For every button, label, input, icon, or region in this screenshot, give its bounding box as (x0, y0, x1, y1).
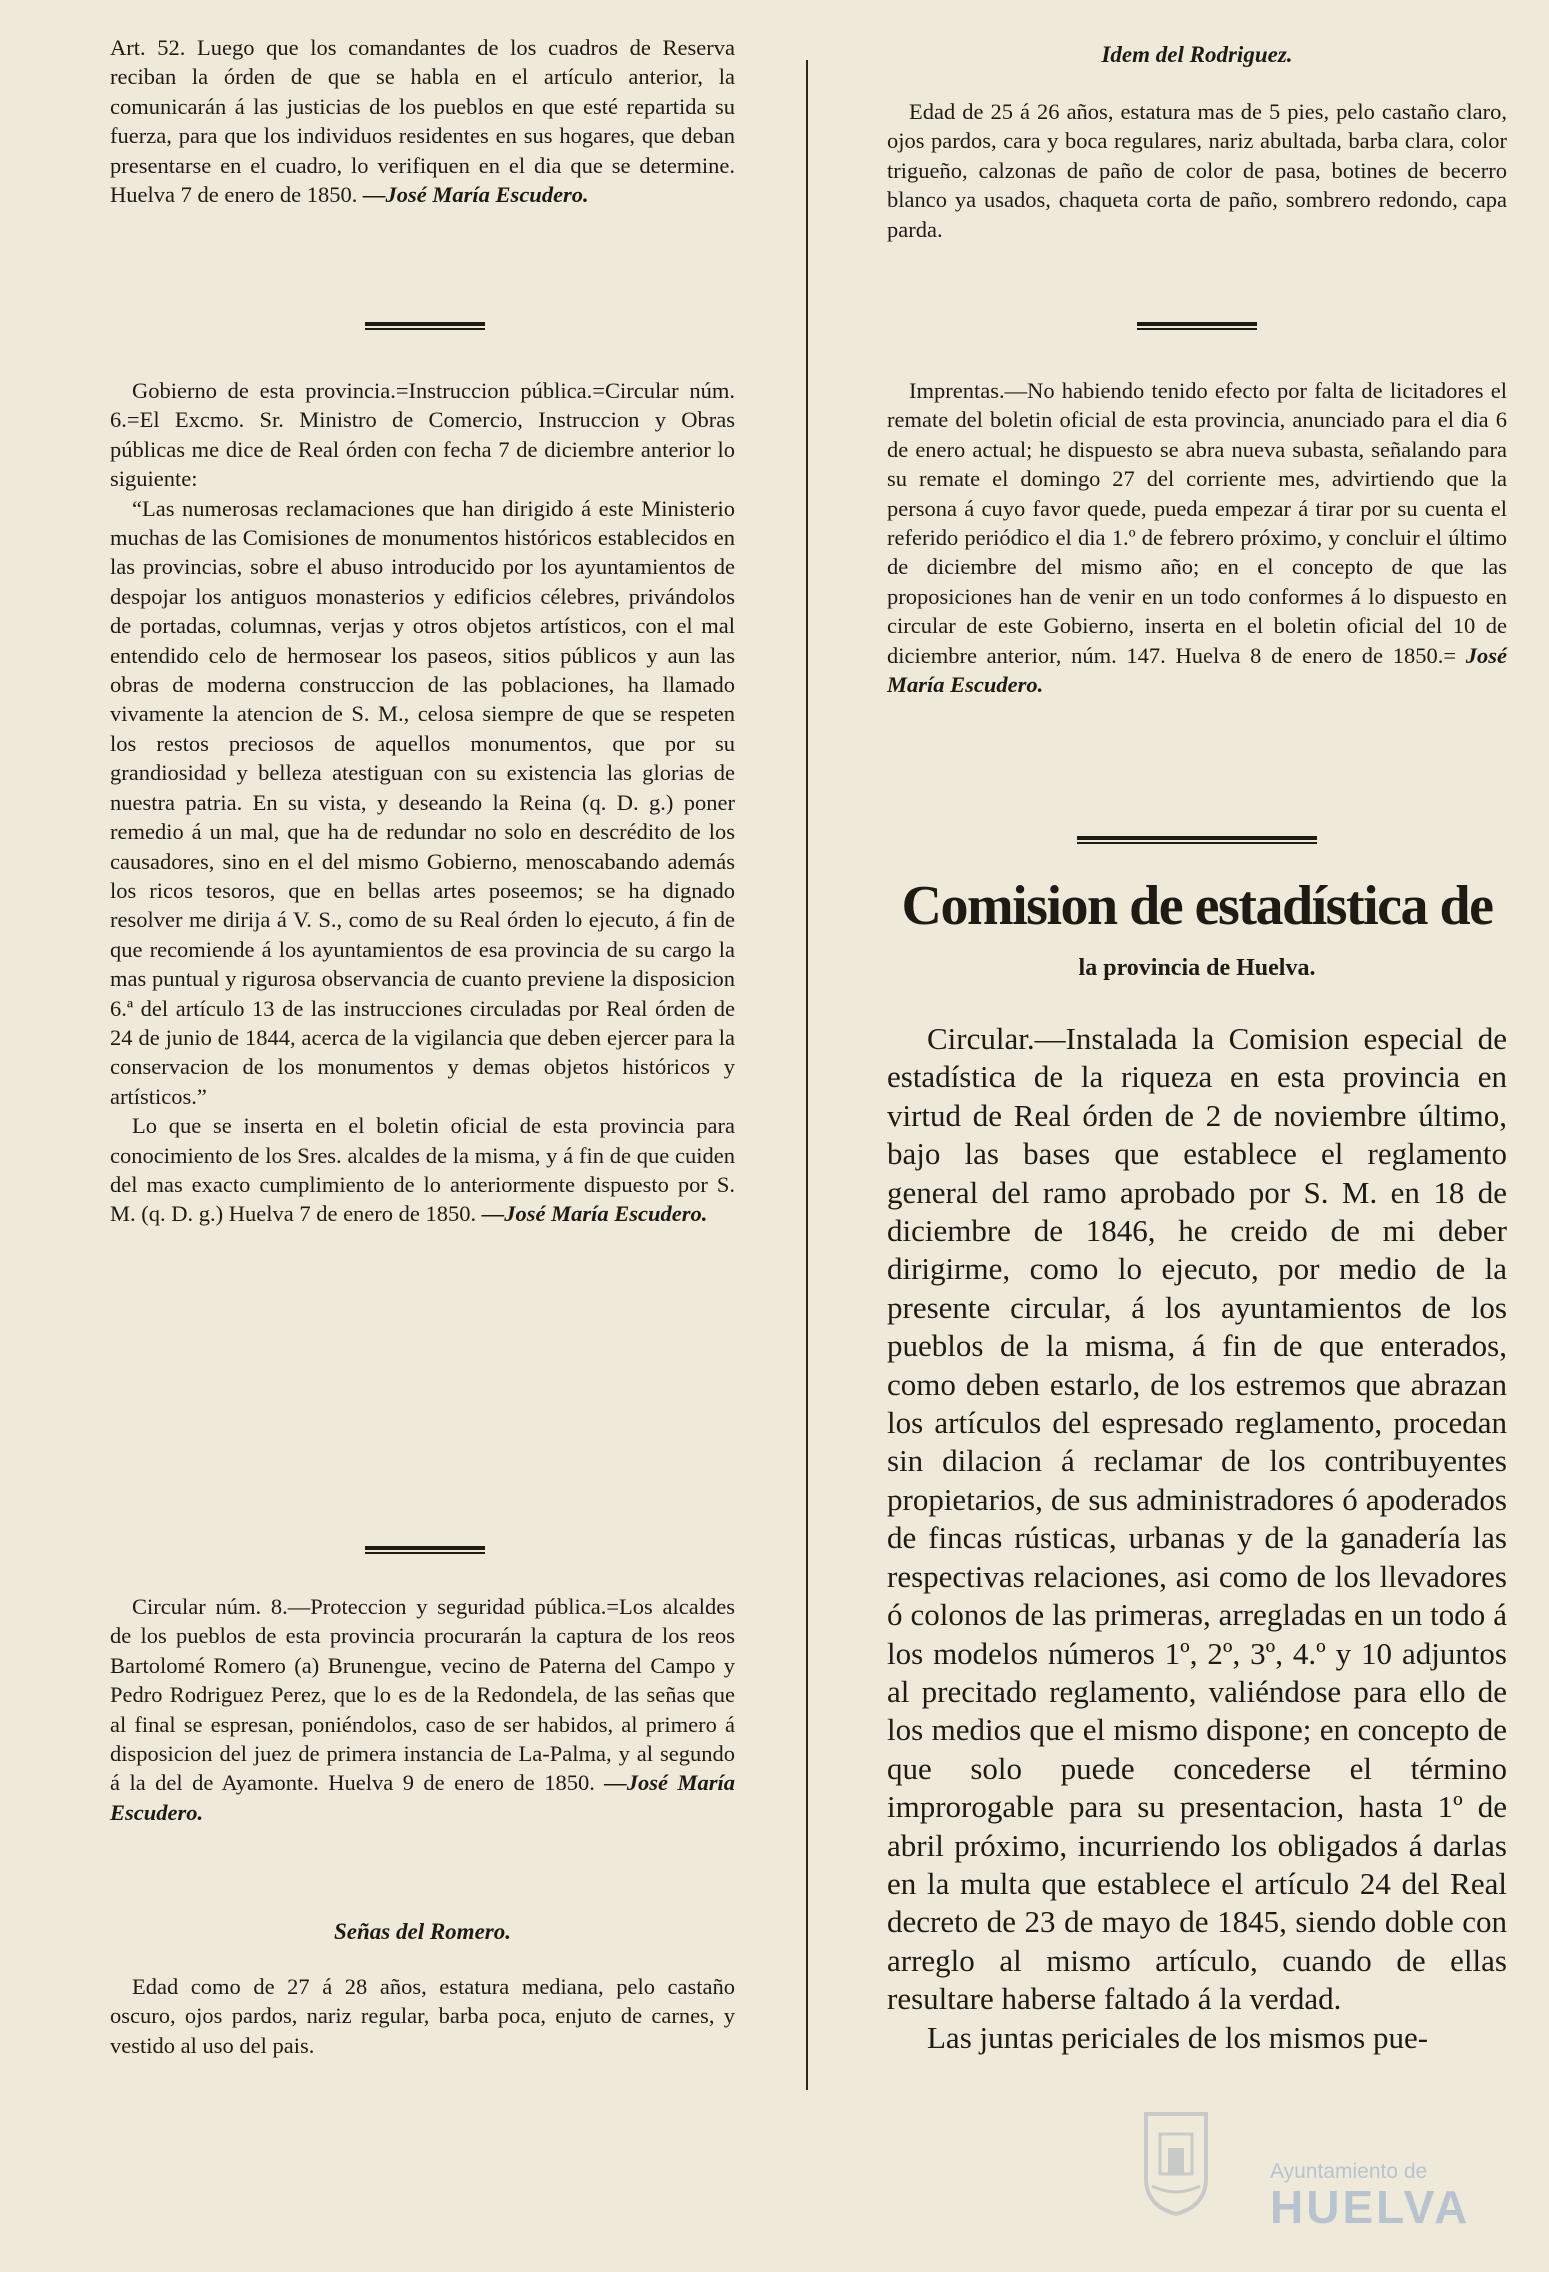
senas-rodriguez-body: Edad de 25 á 26 años, estatura mas de 5 pies, pelo castaño claro, ojos pardos, cara y boca regulares, nariz abultada, barba clara, color trigueño, calzonas de paño de color de pasa, botines de becerro blanco ya usados, chaqueta corta de paño, sombrero redondo, capa parda. (887, 99, 1507, 242)
comision-title: Comision de estadística de (901, 875, 1493, 937)
gobierno-intro: El Excmo. Sr. Ministro de Comercio, Instruccion y Obras públicas me dice de Real órden con fecha 7 de diciembre anterior lo siguiente: (110, 407, 735, 492)
watermark-line1: Ayuntamiento de (1270, 2160, 1428, 2183)
imprentas-notice (887, 376, 1507, 699)
watermark-line2: HUELVA (1270, 2181, 1471, 2233)
comision-subtitle: la provincia de Huelva. (1078, 955, 1316, 981)
comision-circular-continuation: Las juntas periciales de los mismos pue- (927, 2019, 1429, 2055)
gobierno-quote: “Las numerosas reclamaciones que han dirigido á este Ministerio muchas de las Comisiones de monumentos históricos establecidos en las provincias, sobre el abuso introducido por los ayuntamientos de despojar los antiguos monasterios y edificios célebres, privándolos de portadas, columnas, verjas y otros objetos artísticos, con el mal entendido celo de hermosear los paseos, sitios públicos y aun las obras de moderna construccion de las poblaciones, ha llamado vivamente la atencion de S. M., celosa siempre de que se respeten los restos preciosos de aquellos monumentos, que por su grandiosidad y belleza atestiguan con su existencia las glorias de nuestra patria. En su vista, y deseando la Reina (q. D. g.) poner remedio á un mal, que ha de redundar no solo en descrédito de los causadores, sino en el del mismo Gobierno, menoscabando además los ricos tesoros, que en bellas artes poseemos; se ha dignado resolver me dirija á V. S., como de su Real órden lo ejecuto, á fin de que recomiende á los ayuntamientos de esa provincia de su cargo la mas puntual y rigurosa observancia de cuanto previene la disposicion 6.ª del artículo 13 de las instrucciones circuladas por Real órden de 24 de junio de 1844, acerca de la vigilancia que deben ejercer para la conservacion de los monumentos y demas objetos históricos y artísticos.” (110, 495, 735, 1109)
gobierno-closing: Lo que se inserta en el boletin oficial de esta provincia para conocimiento de los Sres. alcaldes de la misma, y á fin de que cuiden del mas exacto cumplimiento de lo anteriormente dispuesto por S. M. (q. D. g.) Huelva 7 de enero de 1850. (110, 1113, 735, 1227)
ornament-divider (1137, 322, 1257, 331)
column-divider (806, 60, 808, 2090)
ayuntamiento-watermark (1270, 2160, 1471, 2233)
double-ornament-divider (1077, 836, 1317, 845)
senas-romero-text (110, 1972, 735, 2060)
gobierno-provincia-circular-6 (110, 376, 735, 1229)
senas-rodriguez-title: Idem del Rodriguez. (1101, 42, 1293, 67)
gobierno-heading: Gobierno de esta provincia.=Instruccion pública.=Circular núm. 6.= (110, 378, 735, 433)
imprentas-signature: José María Escudero. (887, 642, 1507, 698)
circular-8 (110, 1592, 735, 1827)
senas-rodriguez-text (887, 97, 1507, 244)
article-52 (110, 33, 735, 209)
circular-8-signature: —José María Escudero. (110, 1770, 736, 1825)
comision-circular (887, 1020, 1507, 2057)
huelva-coat-of-arms-icon (1138, 2108, 1214, 2218)
comision-circular-text: Circular.—Instalada la Comision especial de estadística de la riqueza en esta provincia en virtud de Real órden de 2 de noviembre último, bajo las bases que establece el reglamento general del ramo aprobado por S. M. en 18 de diciembre de 1846, he creido de mi deber dirigirme, como lo ejecuto, por medio de la presente circular, á los ayuntamientos de los pueblos de la misma, á fin de que enterados, como deben estarlo, de los estremos que abrazan los artículos del espresado reglamento, procedan sin dilacion á reclamar de los contribuyentes propietarios, de sus administradores ó apoderados de fincas rústicas, urbanas y de la ganadería las respectivas relaciones, asi como de los llevadores ó colonos de las primeras, arregladas en un todo á los modelos números 1º, 2º, 3º, 4.º y 10 adjuntos al precitado reglamento, valiéndose para ello de los medios que el mismo dispone; en concepto de que solo puede concederse el término improrogable para su presentacion, hasta 1º de abril próximo, incurriendo los obligados á darlas en la multa que establece el artículo 24 del Real decreto de 23 de mayo de 1845, siendo doble con arreglo al mismo artículo, cuando de ellas resultare haberse faltado á la verdad. (887, 1021, 1507, 2017)
article-52-text: Art. 52. Luego que los comandantes de los cuadros de Reserva reciban la órden de que se habla en el artículo anterior, la comunicarán á las justicias de los pueblos en que esté repartida su fuerza, para que los individuos residentes en sus hogares, que deban presentarse en el cuadro, lo verifiquen en el dia que se determine. Huelva 7 de enero de 1850. (110, 35, 735, 208)
ornament-divider (365, 322, 485, 331)
gobierno-signature: —José María Escudero. (481, 1201, 708, 1227)
imprentas-text: Imprentas.—No habiendo tenido efecto por falta de licitadores el remate del boletin oficial de esta provincia, anunciado para el dia 6 de enero actual; he dispuesto se abra nueva subasta, señalando para su remate el domingo 27 del corriente mes, advirtiendo que la persona á cuyo favor quede, pueda empezar á tirar por su cuenta el referido periódico el dia 1.º de febrero próximo, y concluir el último de diciembre del mismo año; en el concepto de que las proposiciones han de venir en un todo conformes á lo dispuesto en circular de este Gobierno, inserta en el boletin oficial del 10 de diciembre anterior, núm. 147. Huelva 8 de enero de 1850.= (887, 378, 1507, 668)
article-52-signature: —José María Escudero. (363, 182, 589, 208)
circular-8-text: Los alcaldes de los pueblos de esta provincia procurarán la captura de los reos Bartolomé Romero (a) Brunengue, vecino de Paterna del Campo y Pedro Rodriguez Perez, que lo es de la Redondela, de las señas que al final se espresan, poniéndolos, caso de ser habidos, al primero á disposicion del juez de primera instancia de La-Palma, y al segundo á la del de Ayamonte. Huelva 9 de enero de 1850. (110, 1594, 735, 1796)
circular-8-heading: Circular núm. 8.—Proteccion y seguridad pública.= (132, 1594, 620, 1619)
senas-romero-title: Señas del Romero. (334, 1919, 511, 1944)
senas-romero-body: Edad como de 27 á 28 años, estatura mediana, pelo castaño oscuro, ojos pardos, nariz regular, barba poca, enjuto de carnes, y vestido al uso del pais. (110, 1974, 735, 2058)
ornament-divider (365, 1546, 485, 1555)
